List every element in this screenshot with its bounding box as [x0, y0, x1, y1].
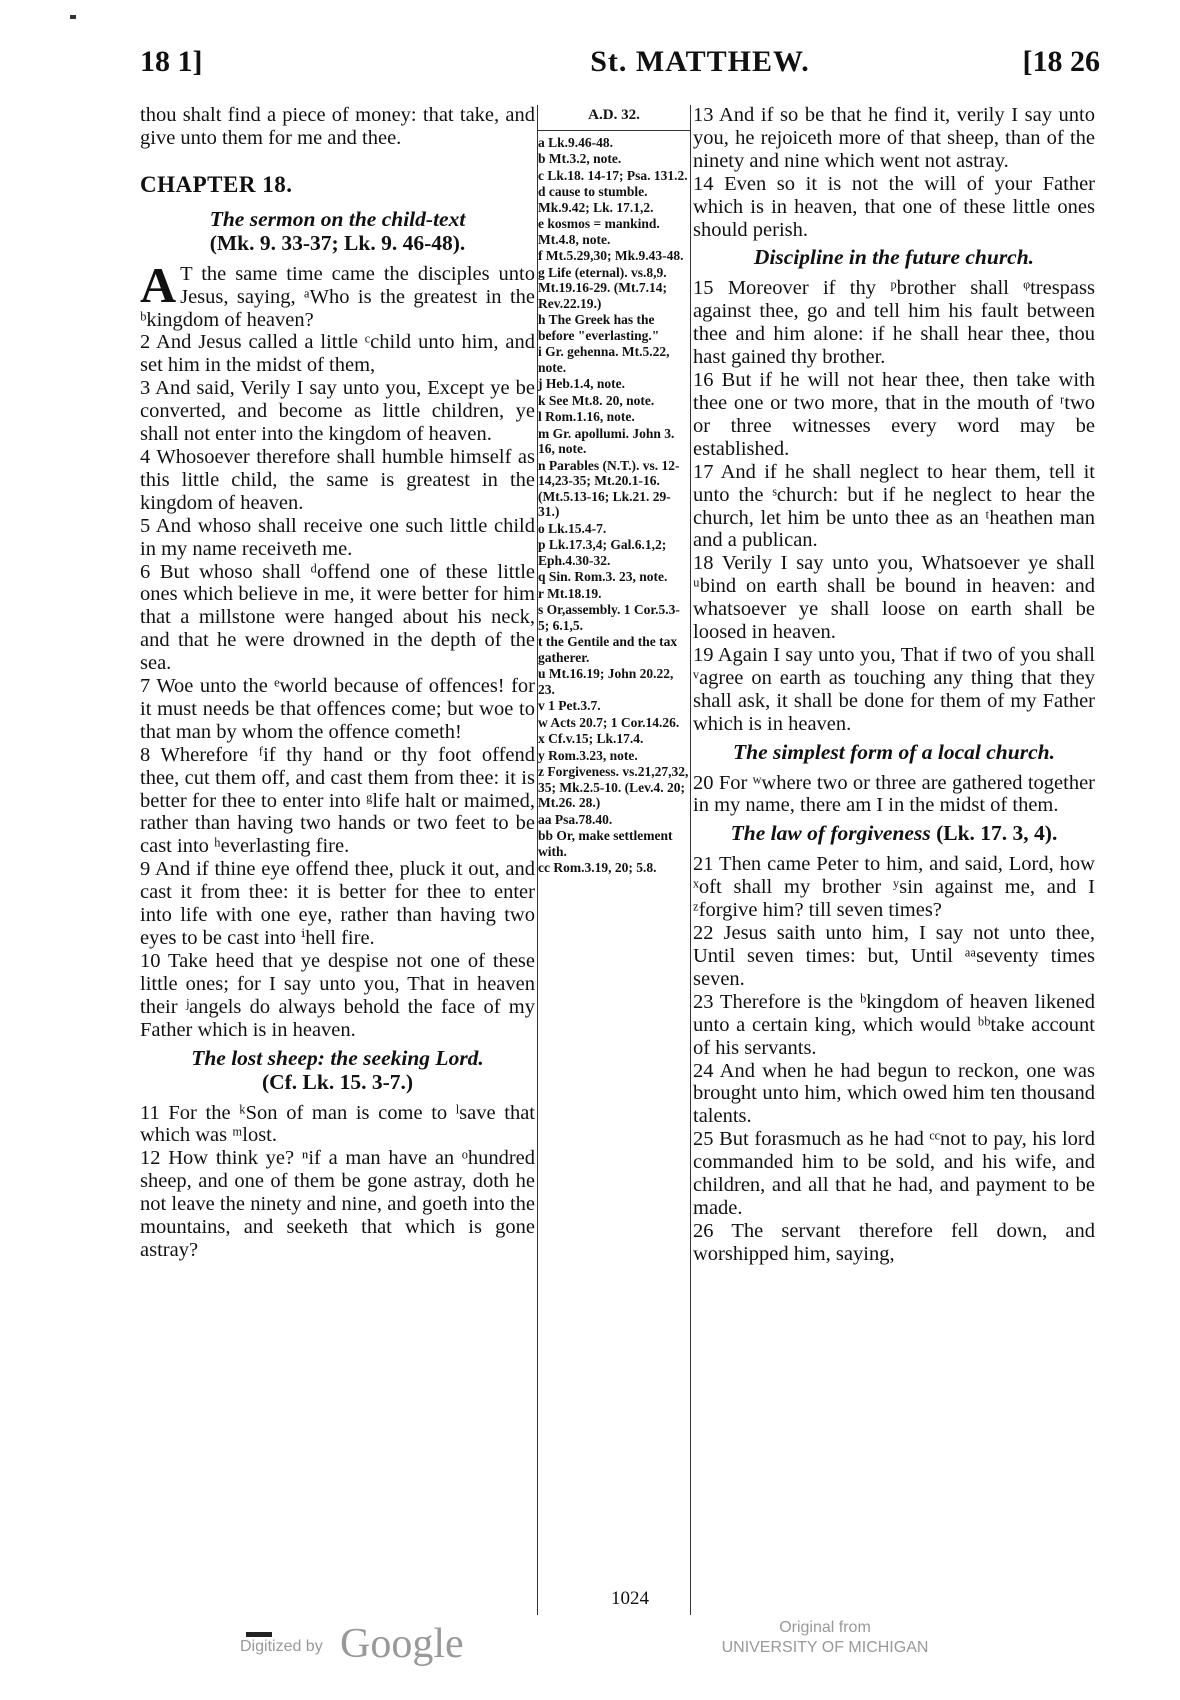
cross-reference-note: y Rom.3.23, note.	[538, 747, 638, 763]
left-text-column	[140, 104, 535, 1262]
era-label: A.D. 32.	[538, 104, 690, 131]
verse: 2 And Jesus called a little ᶜchild unto him, and set him in the midst of them,	[140, 331, 535, 377]
cross-reference-note: l Rom.1.16, note.	[538, 409, 635, 424]
cross-reference-note: s Or,assembly. 1 Cor.5.3-5; 6.1,5.	[538, 602, 680, 633]
cross-reference-note: p Lk.17.3,4; Gal.6.1,2; Eph.4.30-32.	[538, 537, 667, 568]
printer-mark	[246, 1632, 272, 1637]
cross-reference-note: b Mt.3.2, note.	[538, 151, 622, 166]
cross-reference-note: t the Gentile and the tax gatherer.	[538, 634, 678, 665]
cross-reference-note: j Heb.1.4, note.	[538, 376, 625, 391]
verse: 13 And if so be that he find it, verily I say unto you, he rejoiceth more of that sheep, than of the ninety and nine which went not astray.	[693, 104, 1095, 172]
chapter-title: CHAPTER 18.	[140, 171, 293, 197]
cross-reference-note: e kosmos = mankind. Mt.4.8, note.	[538, 216, 660, 247]
verse: 4 Whosoever therefore shall humble himself as this little child, the same is greatest in the kingdom of heaven.	[140, 445, 535, 514]
cross-reference-note: u Mt.16.19; John 20.22, 23.	[538, 666, 674, 697]
google-logo: Google	[340, 1621, 464, 1667]
note-list	[538, 135, 690, 876]
cross-reference-note: o Lk.15.4-7.	[538, 520, 607, 536]
right-text-column	[693, 104, 1095, 1266]
verse: 24 And when he had begun to reckon, one was brought unto him, which owed him ten thousand talents.	[693, 1059, 1095, 1128]
cross-reference-note: c Lk.18. 14-17; Psa. 131.2.	[538, 167, 688, 183]
cross-reference-note: a Lk.9.46-48.	[538, 134, 614, 150]
verse: 3 And said, Verily I say unto you, Except ye be converted, and become as little children, ye shall not enter into the kingdom of heaven.	[140, 377, 535, 446]
drop-cap: A	[140, 256, 177, 313]
cross-reference-note: f Mt.5.29,30; Mk.9.43-48.	[538, 248, 684, 263]
cross-reference-note: d cause to stumble. Mk.9.42; Lk. 17.1,2.	[538, 184, 654, 215]
verse: 9 And if thine eye offend thee, pluck it out, and cast it from thee: it is better for thee to enter into life with one eye, rather than having two eyes to be cast into ⁱhell fire.	[140, 858, 535, 949]
verse: 6 But whoso shall ᵈoffend one of these little ones which believe in me, it were better for him that a millstone were hanged about his neck, and that he were drowned in the depth of the sea.	[140, 560, 535, 675]
verse: 16 But if he will not hear thee, then take with thee one or two more, that in the mouth of ʳtwo or three witnesses every word may be established.	[693, 369, 1095, 460]
verse: 23 Therefore is the ᵇkingdom of heaven likened unto a certain king, which would ᵇᵇtake account of his servants.	[693, 990, 1095, 1059]
cross-reference-note: aa Psa.78.40.	[538, 811, 613, 827]
page-header	[140, 45, 1100, 91]
cross-reference-note: q Sin. Rom.3. 23, note.	[538, 569, 668, 584]
verse: 15 Moreover if thy ᵖbrother shall ᵠtrespass against thee, go and tell him his fault between thee and him alone: if he shall hear thee, thou hast gained thy brother.	[693, 277, 1095, 369]
section-heading-title: The law of forgiveness	[730, 821, 931, 846]
verse: 17 And if he shall neglect to hear them, tell it unto the ˢchurch: but if he neglect to hear the church, let him be unto thee as an ᵗheathen man and a publican.	[693, 460, 1095, 552]
section-heading	[140, 1046, 535, 1094]
verse: 8 Wherefore ᶠif thy hand or thy foot offend thee, cut them off, and cast them from thee: it is better for thee to enter into ᵍlife halt or maimed, rather than having two hands or two feet to be cast into ʰeverlasting fire.	[140, 743, 535, 858]
cross-reference-note: h The Greek has the before "everlasting."	[538, 312, 660, 343]
verse: 25 But forasmuch as he had ᶜᶜnot to pay, his lord commanded him to be sold, and his wife, and children, and all that he had, and payment to be made.	[693, 1128, 1095, 1219]
verse: 10 Take heed that ye despise not one of these little ones; for I say unto you, That in heaven their ʲangels do always behold the face of my Father which is in heaven.	[140, 949, 535, 1041]
scan-mark	[70, 15, 76, 19]
section-heading: Discipline in the future church.	[753, 245, 1035, 270]
verse: 18 Verily I say unto you, Whatsoever ye shall ᵘbind on earth shall be bound in heaven: and whatsoever ye shall loose on earth shall be loosed in heaven.	[693, 552, 1095, 644]
verse: 21 Then came Peter to him, and said, Lord, how ˣoft shall my brother ʸsin against me, and I ᶻforgive him? till seven times?	[693, 853, 1095, 922]
cross-reference-note: cc Rom.3.19, 20; 5.8.	[538, 860, 657, 875]
cross-reference-note: z Forgiveness. vs.21,27,32, 35; Mk.2.5-10. (Lev.4. 20; Mt.26. 28.)	[538, 764, 689, 810]
marginal-references-column	[538, 104, 690, 877]
cross-reference-note: x Cf.v.15; Lk.17.4.	[538, 731, 644, 746]
section-heading: The simplest form of a local church.	[733, 739, 1055, 764]
verse: 5 And whoso shall receive one such little child in my name receiveth me.	[140, 514, 535, 560]
verse	[140, 256, 535, 332]
verse: 22 Jesus saith unto him, I say not unto thee, Until seven times: but, Until ᵃᵃseventy times seven.	[693, 922, 1095, 990]
original-from-label: Original from	[779, 1619, 871, 1636]
section-heading	[140, 207, 535, 255]
cross-reference-note: m Gr. apollumi. John 3. 16, note.	[538, 425, 675, 456]
header-book-title: St. MATTHEW.	[590, 45, 810, 78]
verse: 26 The servant therefore fell down, and worshipped him, saying,	[693, 1219, 1095, 1265]
verse: 7 Woe unto the ᵉworld because of offences! for it must needs be that offences come; but woe to that man by whom the offence cometh!	[140, 675, 535, 743]
cross-reference-note: n Parables (N.T.). vs. 12-14,23-35; Mt.20.1-16. (Mt.5.13-16; Lk.21. 29-31.)	[538, 457, 680, 519]
verse: 14 Even so it is not the will of your Father which is in heaven, that one of these little ones should perish.	[693, 172, 1095, 241]
header-chapter-verse-end: [18 26	[1022, 45, 1100, 78]
original-source	[700, 1618, 950, 1658]
verse: 11 For the ᵏSon of man is come to ˡsave that which was ᵐlost.	[140, 1101, 535, 1147]
section-heading	[693, 821, 1095, 845]
header-chapter-verse-start: 18 1]	[140, 45, 203, 78]
verse: 19 Again I say unto you, That if two of you shall ᵛagree on earth as touching any thing that they shall ask, it shall be done for them of my Father which is in heaven.	[693, 643, 1095, 735]
cross-reference-note: i Gr. gehenna. Mt.5.22, note.	[538, 344, 670, 375]
cross-reference-note: bb Or, make settlement with.	[538, 828, 673, 859]
column-divider-right	[690, 105, 691, 1615]
verse: 12 How think ye? ⁿif a man have an ᵒhundred sheep, and one of them be gone astray, doth he not leave the ninety and nine, and goeth into the mountains, and seeketh that which is gone astray?	[140, 1147, 535, 1261]
university-label: UNIVERSITY OF MICHIGAN	[721, 1639, 929, 1656]
section-heading-reference: (Mk. 9. 33-37; Lk. 9. 46-48).	[209, 230, 466, 255]
section-heading-reference: (Cf. Lk. 15. 3-7.)	[261, 1069, 414, 1094]
cross-reference-note: w Acts 20.7; 1 Cor.14.26.	[538, 714, 680, 730]
page-number: 1024	[611, 1588, 649, 1609]
section-heading-title: The sermon on the child-text	[209, 206, 466, 231]
cross-reference-note: r Mt.18.19.	[538, 585, 602, 601]
cross-reference-note: g Life (eternal). vs.8,9. Mt.19.16-29. (Mt.7.14; Rev.22.19.)	[538, 264, 667, 311]
digitized-by-label: Digitized by	[240, 1638, 323, 1655]
verse-continuation: thou shalt find a piece of money: that take, and give unto them for me and thee.	[140, 104, 535, 149]
cross-reference-note: k See Mt.8. 20, note.	[538, 392, 655, 408]
verse: 20 For ʷwhere two or three are gathered together in my name, there am I in the midst of them.	[693, 771, 1095, 817]
section-heading-reference: (Lk. 17. 3, 4).	[936, 821, 1058, 846]
verse-text: T the same time came the disciples unto Jesus, saying, ᵃWho is the greatest in the ᵇkingdom of heaven?	[140, 262, 535, 331]
cross-reference-note: v 1 Pet.3.7.	[538, 698, 601, 713]
section-heading-title: The lost sheep: the seeking Lord.	[191, 1045, 484, 1070]
